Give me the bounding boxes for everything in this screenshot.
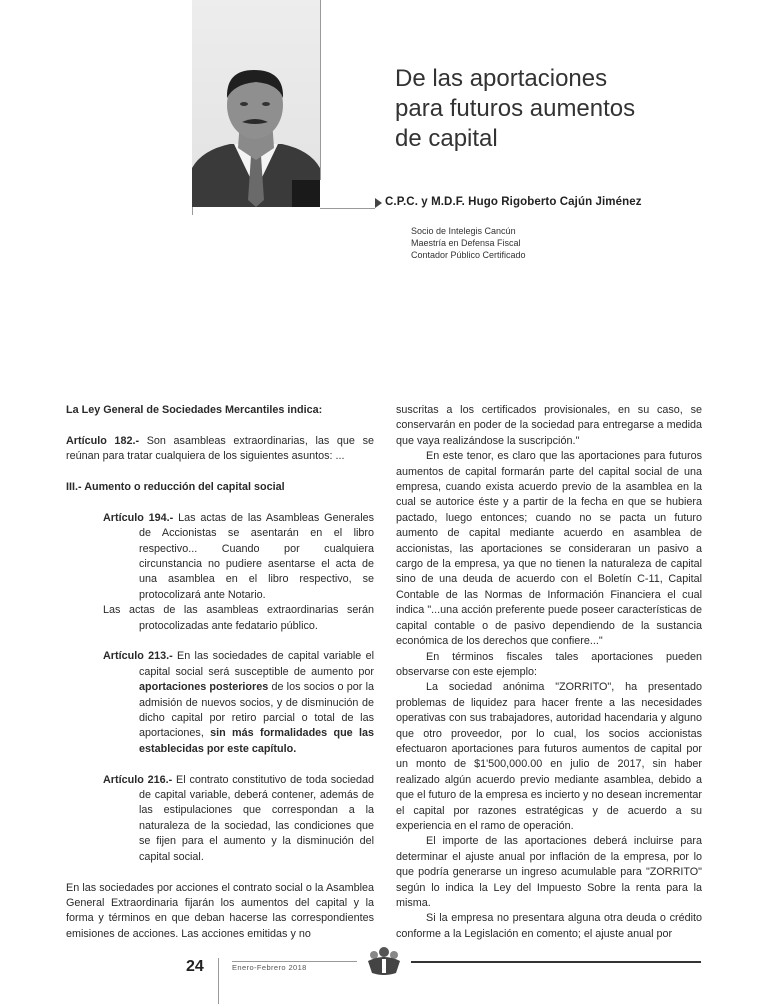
section-iii-heading: III.- Aumento o reducción del capital social — [66, 481, 285, 493]
title-line-2: para futuros aumentos — [395, 95, 636, 122]
author-credentials — [411, 225, 526, 261]
paragraph: El importe de las aportaciones deberá incluirse para determinar el ajuste anual por inflación de la empresa, por lo que podría generarse un ingreso acumulable para "ZORRITO" según lo indica la Ley del Impuesto Sobre la renta para la misma. — [396, 835, 702, 909]
article-194-label: Artículo 194.- — [103, 511, 174, 524]
article-213: Artículo 213.- En las sociedades de capital variable el capital social será susceptible de aumento por aportaciones posteriores de los socios o por la admisión de nuevos socios, y de disminución de dicho capital por retiro parcial o total de las aportaciones, sin más formalidades que las establecidas por este capítulo. — [103, 650, 374, 755]
right-column — [396, 403, 702, 942]
credential-line: Contador Público Certificado — [411, 250, 526, 260]
photo-corner-block — [292, 180, 320, 207]
article-213-emphasis-1: aportaciones posteriores — [139, 681, 269, 694]
article-194-tail: Las actas de las asambleas extraordinarias serán protocolizadas ante fedatario público. — [103, 604, 374, 632]
page-number: 24 — [186, 958, 204, 975]
closing-paragraph: En las sociedades por acciones el contrato social o la Asamblea General Extraordinaria fijarán los aumentos del capital y la forma y términos en que deban hacerse las correspondientes emisiones de acciones. Las acciones emitidas y no — [66, 881, 374, 940]
left-column — [66, 403, 374, 942]
author-rule — [320, 208, 375, 209]
paragraph: En términos fiscales tales aportaciones pueden observarse con este ejemplo: — [396, 650, 702, 678]
footer-rule — [218, 958, 219, 1004]
article-194 — [66, 511, 374, 603]
title-line-1: De las aportaciones — [395, 65, 608, 92]
paragraph: En este tenor, es claro que las aportaciones para futuros aumentos de capital formarán parte del capital social de una empresa, cuando exista acuerdo previo de la asamblea en la cual se autorice éste y a partir de la fecha en que se hubiera pactado, luego entonces; cuando no se pacta un futuro aumento de capital mediante acuerdo en asamblea de accionistas, las aportaciones se consideraran un pasivo a cargo de la empresa, ya que no tienen la naturaleza de capital sino de una deuda de acuerdo con el Boletín C-11, Capital Contable de las Normas de Información Financiera el cual indica "...una acción preferente puede poseer características de capital contable o de pasivo dependiendo de la sustancia económica de los derechos que confiere..." — [396, 450, 702, 648]
article-216-text: El contrato constitutivo de toda sociedad de capital variable, deberá contener, además de las estipulaciones que correspondan a la naturaleza de la sociedad, las condiciones que se fijen para el aumento y la disminución del capital social. — [139, 773, 374, 863]
footer-divider-left — [232, 961, 357, 962]
author-name: C.P.C. y M.D.F. Hugo Rigoberto Cajún Jiménez — [385, 196, 642, 208]
article-213-emphasis-2: sin más formalidades que las establecidas por este capítulo. — [139, 727, 374, 755]
article-182 — [66, 434, 374, 465]
article-216-label: Artículo 216.- — [103, 773, 173, 786]
issue-date: Enero-Febrero 2018 — [232, 963, 307, 972]
article-216 — [66, 773, 374, 865]
credential-line: Maestría en Defensa Fiscal — [411, 238, 521, 248]
header-rule-right — [320, 0, 321, 180]
portrait-image — [192, 0, 320, 207]
credential-line: Socio de Intelegis Cancún — [411, 226, 516, 236]
paragraph: suscritas a los certificados provisionales, en su caso, se conservarán en poder de la sociedad para entregarse a medida que vaya realizándose la suscripción." — [396, 404, 702, 447]
title-line-3: de capital — [395, 125, 498, 152]
footer-divider-right — [411, 961, 701, 963]
paragraph: La sociedad anónima "ZORRITO", ha presentado problemas de liquidez para hacer frente a las necesidades operativas con sus trabajadores, autoridad hacendaria y alguno que otro proveedor, por lo cual, los socios accionistas efectuaron aportaciones para futuros aumentos de capital por un monto de $1'500,000.00 en julio de 2017, sin haber realizado algún acuerdo previo mediante asamblea, debido a que el futuro de la empresa es incierto y no desean incrementar el capital por razones estratégicas y de acuerdo a su experiencia en el ramo de operación. — [396, 681, 702, 832]
author-photo — [192, 0, 320, 207]
intro-heading: La Ley General de Sociedades Mercantiles indica: — [66, 404, 323, 416]
article-213-label: Artículo 213.- — [103, 650, 173, 663]
author-arrow-icon — [375, 198, 382, 208]
article-182-label: Artículo 182.- — [66, 434, 140, 447]
publisher-logo-icon — [360, 945, 408, 977]
article-182-text: Son asambleas extraordinarias, las que se reúnan para tratar cualquiera de los siguientes asuntos: ... — [66, 434, 374, 463]
paragraph: Si la empresa no presentara alguna otra deuda o crédito conforme a la Legislación en comento; el ajuste anual por — [396, 912, 702, 940]
article-194-text: Las actas de las Asambleas Generales de Accionistas se asentarán en el libro respectivo... Cuando por cualquiera circunstancia no pudiere asentarse el acta de una asamblea en el libro respectivo, se protocolizará ante Notario. — [139, 511, 374, 601]
article-title — [395, 64, 695, 154]
